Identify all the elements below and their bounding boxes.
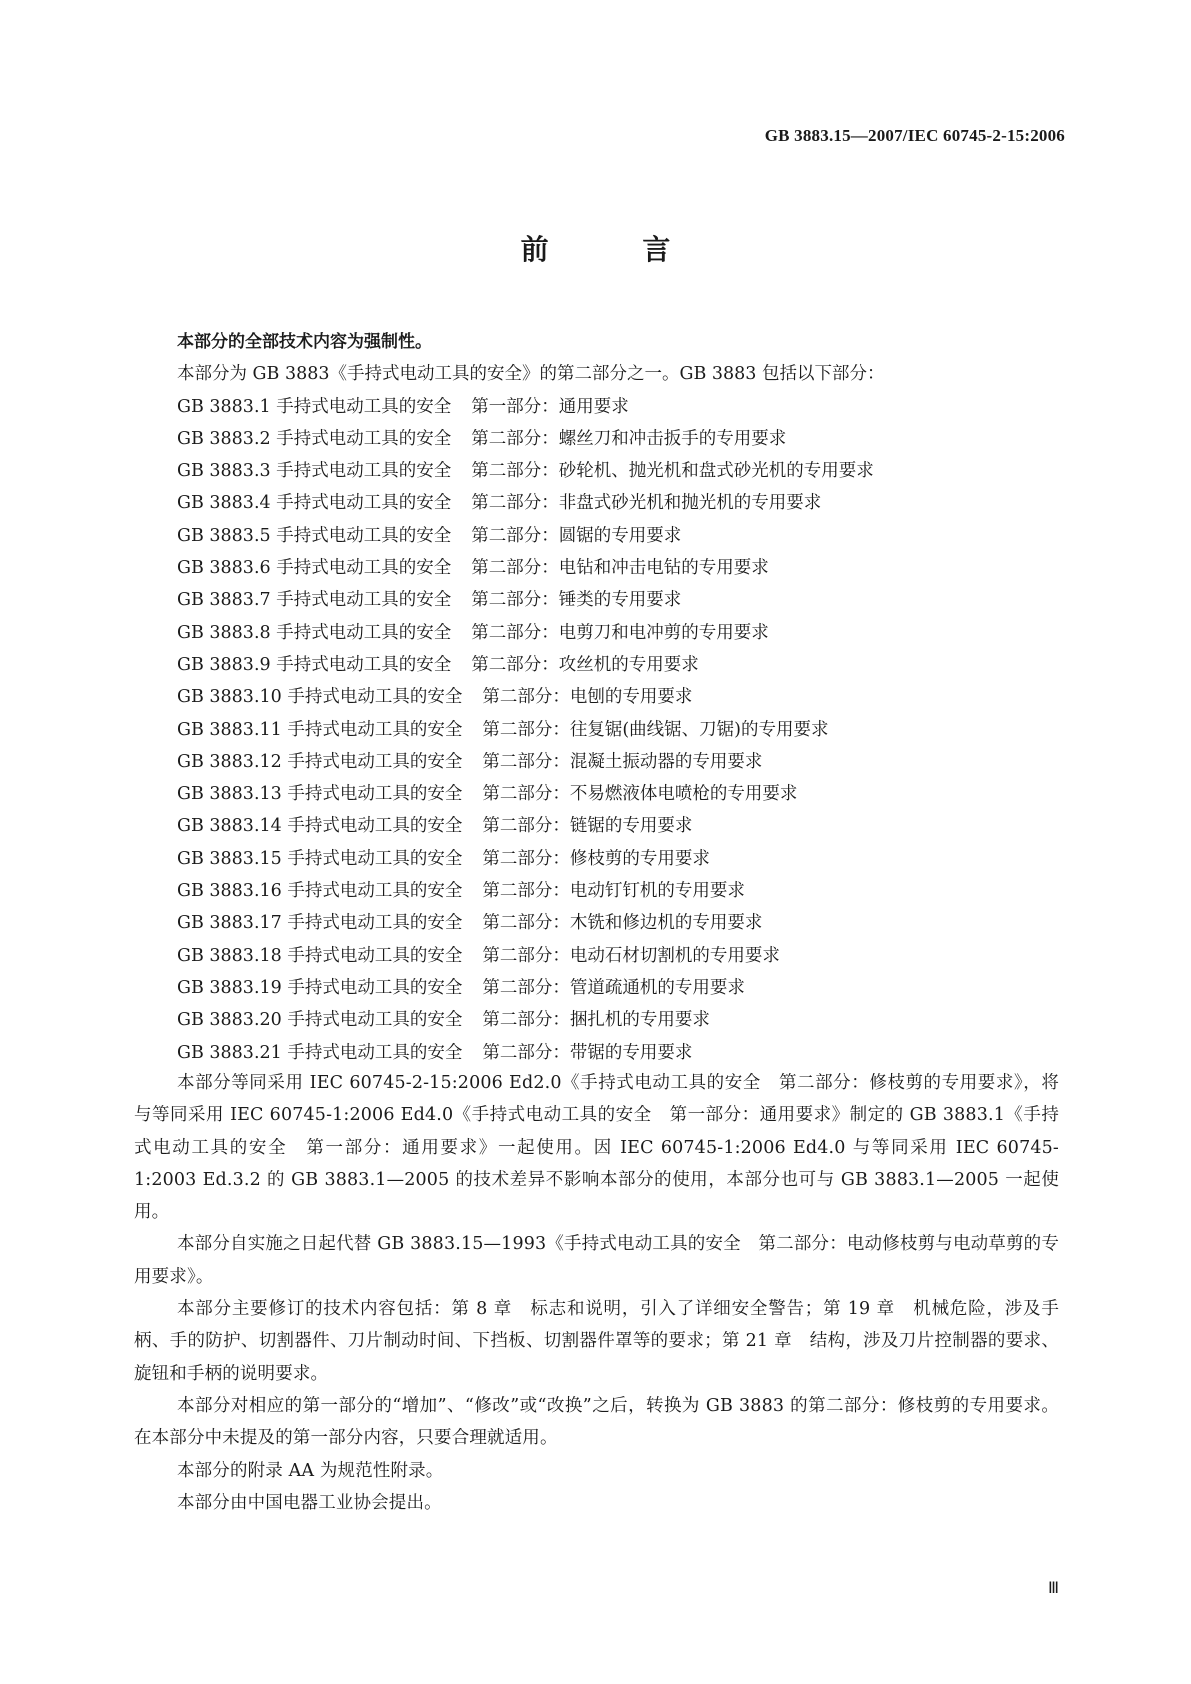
part-list-item (134, 714, 1059, 746)
part-title: 第二部分：管道疏通机的专用要求 (482, 977, 745, 998)
body-paragraphs (134, 1067, 1059, 1519)
part-code: GB 3883.17 手持式电动工具的安全 (177, 913, 463, 934)
part-code: GB 3883.13 手持式电动工具的安全 (177, 784, 463, 805)
part-code: GB 3883.7 手持式电动工具的安全 (177, 590, 452, 611)
part-title: 第二部分：链锯的专用要求 (482, 816, 693, 837)
part-title: 第二部分：修枝剪的专用要求 (482, 848, 710, 869)
part-title: 第二部分：不易燃液体电喷枪的专用要求 (482, 784, 798, 805)
part-code: GB 3883.16 手持式电动工具的安全 (177, 881, 463, 902)
part-code: GB 3883.5 手持式电动工具的安全 (177, 525, 452, 546)
part-title: 第二部分：电剪刀和电冲剪的专用要求 (471, 622, 769, 643)
part-code: GB 3883.6 手持式电动工具的安全 (177, 558, 452, 579)
part-title: 第二部分：圆锯的专用要求 (471, 525, 682, 546)
part-code: GB 3883.3 手持式电动工具的安全 (177, 461, 452, 482)
part-code: GB 3883.10 手持式电动工具的安全 (177, 687, 463, 708)
part-code: GB 3883.2 手持式电动工具的安全 (177, 428, 452, 449)
part-title: 第二部分：带锯的专用要求 (482, 1042, 693, 1063)
part-title: 第二部分：砂轮机、抛光机和盘式砂光机的专用要求 (471, 461, 874, 482)
part-list-item (134, 778, 1059, 810)
part-code: GB 3883.20 手持式电动工具的安全 (177, 1010, 463, 1031)
parts-list (134, 391, 1059, 1069)
part-code: GB 3883.1 手持式电动工具的安全 (177, 396, 452, 417)
part-list-item (134, 520, 1059, 552)
series-statement: 本部分为 GB 3883《手持式电动工具的安全》的第二部分之一。GB 3883 包括以下部分： (177, 364, 885, 385)
part-title: 第二部分：木铣和修边机的专用要求 (482, 913, 763, 934)
part-title: 第二部分：混凝土振动器的专用要求 (482, 751, 763, 772)
part-list-item (134, 487, 1059, 519)
page-number: Ⅲ (1047, 1580, 1059, 1597)
paragraph: 本部分的附录 AA 为规范性附录。 (177, 1460, 444, 1481)
part-list-item (134, 423, 1059, 455)
part-list-item (134, 843, 1059, 875)
part-title: 第一部分：通用要求 (471, 396, 629, 417)
paragraph: 本部分等同采用 IEC 60745-2-15:2006 Ed2.0《手持式电动工具的安全 第二部分：修枝剪的专用要求》，将与等同采用 IEC 60745-1:2006 Ed4.0《手持式电动工具的安全 第一部分：通用要求》制定的 GB 3883.1《手持式电动工具的安全 第一部分：通用要求》一起使用。因 IEC 60745-1:2006 Ed4.0 与等同采用 IEC 60745-1:2003 Ed.3.2 的 GB 3883.1—2005 的技术差异不影响本部分的使用，本部分也可与 GB 3883.1—2005 一起使用。 (134, 1073, 1059, 1223)
part-code: GB 3883.8 手持式电动工具的安全 (177, 622, 452, 643)
part-list-item (134, 810, 1059, 842)
part-list-item (134, 746, 1059, 778)
part-list-item (134, 455, 1059, 487)
part-code: GB 3883.21 手持式电动工具的安全 (177, 1042, 463, 1063)
page-title: 前 言 (520, 233, 713, 266)
part-list-item (134, 391, 1059, 423)
paragraph: 本部分自实施之日起代替 GB 3883.15—1993《手持式电动工具的安全 第二部分：电动修枝剪与电动草剪的专用要求》。 (134, 1234, 1059, 1287)
part-list-item (134, 1004, 1059, 1036)
part-code: GB 3883.18 手持式电动工具的安全 (177, 945, 463, 966)
part-list-item (134, 875, 1059, 907)
part-title: 第二部分：电动石材切割机的专用要求 (482, 945, 780, 966)
paragraph: 本部分对相应的第一部分的“增加”、“修改”或“改换”之后，转换为 GB 3883 的第二部分：修枝剪的专用要求。在本部分中未提及的第一部分内容，只要合理就适用。 (134, 1395, 1059, 1449)
standard-code: GB 3883.15—2007/IEC 60745-2-15:2006 (764, 126, 1065, 145)
part-list-item (134, 940, 1059, 972)
paragraph: 本部分主要修订的技术内容包括：第 8 章 标志和说明，引入了详细安全警告；第 19 章 机械危险，涉及手柄、手的防护、切割器件、刀片制动时间、下挡板、切割器件罩等的要求；第 21 章 结构，涉及刀片控制器的要求、旋钮和手柄的说明要求。 (134, 1299, 1059, 1384)
part-title: 第二部分：电动钉钉机的专用要求 (482, 881, 745, 902)
part-code: GB 3883.19 手持式电动工具的安全 (177, 977, 463, 998)
part-list-item (134, 681, 1059, 713)
part-title: 第二部分：电刨的专用要求 (482, 687, 693, 708)
part-list-item (134, 1037, 1059, 1069)
part-list-item (134, 907, 1059, 939)
part-title: 第二部分：攻丝机的专用要求 (471, 654, 699, 675)
part-code: GB 3883.14 手持式电动工具的安全 (177, 816, 463, 837)
part-title: 第二部分：非盘式砂光机和抛光机的专用要求 (471, 493, 822, 514)
intro-and-parts-list (134, 326, 1059, 1069)
part-code: GB 3883.4 手持式电动工具的安全 (177, 493, 452, 514)
part-title: 第二部分：螺丝刀和冲击扳手的专用要求 (471, 428, 787, 449)
paragraph: 本部分由中国电器工业协会提出。 (177, 1492, 442, 1513)
part-code: GB 3883.12 手持式电动工具的安全 (177, 751, 463, 772)
part-code: GB 3883.11 手持式电动工具的安全 (177, 719, 463, 740)
part-list-item (134, 552, 1059, 584)
part-title: 第二部分：往复锯(曲线锯、刀锯)的专用要求 (482, 719, 829, 740)
part-title: 第二部分：电钻和冲击电钻的专用要求 (471, 558, 769, 579)
part-list-item (134, 649, 1059, 681)
part-title: 第二部分：捆扎机的专用要求 (482, 1010, 710, 1031)
part-list-item (134, 617, 1059, 649)
mandatory-statement: 本部分的全部技术内容为强制性。 (177, 332, 432, 352)
part-list-item (134, 972, 1059, 1004)
part-list-item (134, 584, 1059, 616)
part-code: GB 3883.9 手持式电动工具的安全 (177, 654, 452, 675)
part-code: GB 3883.15 手持式电动工具的安全 (177, 848, 463, 869)
part-title: 第二部分：锤类的专用要求 (471, 590, 682, 611)
